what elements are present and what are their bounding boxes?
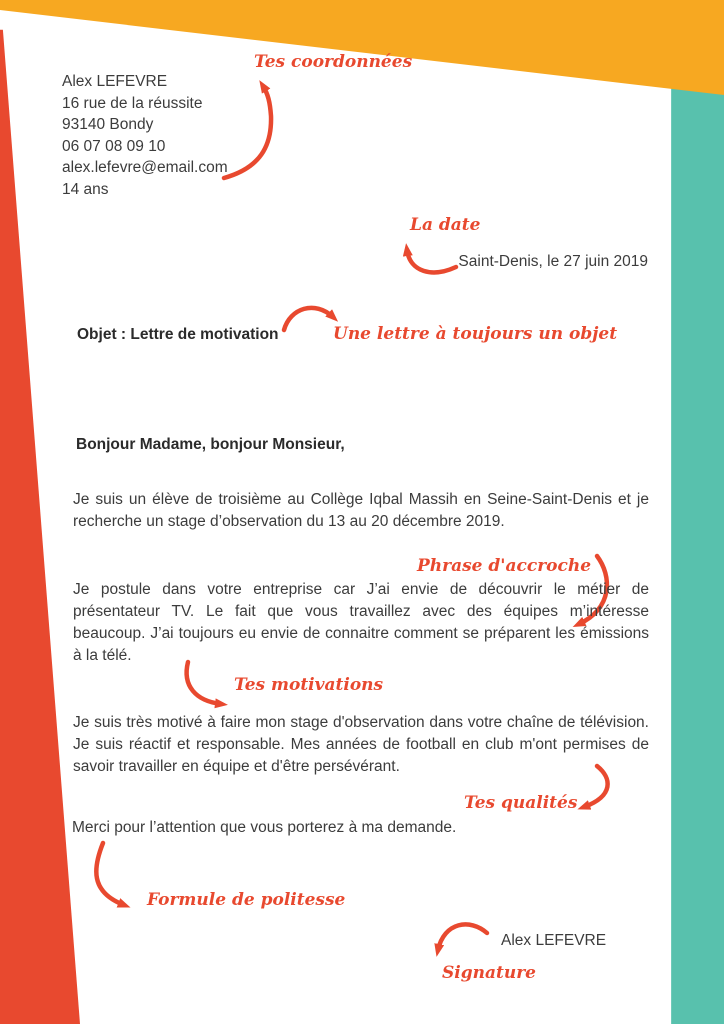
motivations-arrow-icon: [172, 658, 234, 710]
annotation-motivations: Tes motivations: [234, 675, 384, 695]
politesse-arrow-icon: [82, 840, 138, 912]
sender-name: Alex LEFEVRE: [62, 73, 168, 90]
sender-age: 14 ans: [62, 180, 109, 198]
annotation-politesse: Formule de politesse: [147, 890, 346, 910]
sender-email: alex.lefevre@email.com: [62, 159, 228, 176]
sender-phone: 06 07 08 09 10: [62, 137, 166, 155]
annotation-qualites: Tes qualités: [464, 793, 578, 813]
signature-name: Alex LEFEVRE: [501, 932, 607, 949]
date-line: Saint-Denis, le 27 juin 2019: [458, 253, 648, 270]
sender-street: 16 rue de la réussite: [62, 94, 203, 112]
qualites-arrow-icon: [566, 762, 622, 814]
annotation-coordonnees: Tes coordonnées: [254, 52, 413, 72]
paragraph-politesse: Merci pour l’attention que vous porterez à ma demande.: [72, 819, 457, 836]
annotation-accroche: Phrase d'accroche: [417, 556, 592, 576]
annotation-objet: Une lettre à toujours un objet: [333, 324, 618, 344]
sender-city: 93140 Bondy: [62, 116, 154, 133]
annotation-signature: Signature: [442, 963, 536, 983]
greeting-line: Bonjour Madame, bonjour Monsieur,: [76, 436, 345, 453]
date-arrow-icon: [395, 228, 465, 288]
annotation-date: La date: [410, 215, 481, 235]
subject-line: Objet : Lettre de motivation: [77, 326, 279, 343]
coordonnees-arrow-icon: [198, 72, 290, 184]
paragraph-motivations: Je postule dans votre entreprise car J’ai envie de découvrir le métier de présentateur TV. Le fait que vous travaillez avec des équipes m’intéresse beaucoup. J’ai toujours eu envie de connaitre comment se préparent les émissions à la télé.: [73, 581, 649, 664]
paragraph-qualites: Je suis très motivé à faire mon stage d'observation dans votre chaîne de télévision. Je suis réactif et responsable. Mes années de football en club m'ont permises de savoir travailler en équipe et d'être persévérant.: [73, 714, 649, 775]
paragraph-accroche: Je suis un élève de troisième au Collège Iqbal Massih en Seine-Saint-Denis et je recherche un stage d’observation du 13 au 20 décembre 2019.: [73, 491, 649, 530]
signature-arrow-icon: [428, 912, 492, 968]
